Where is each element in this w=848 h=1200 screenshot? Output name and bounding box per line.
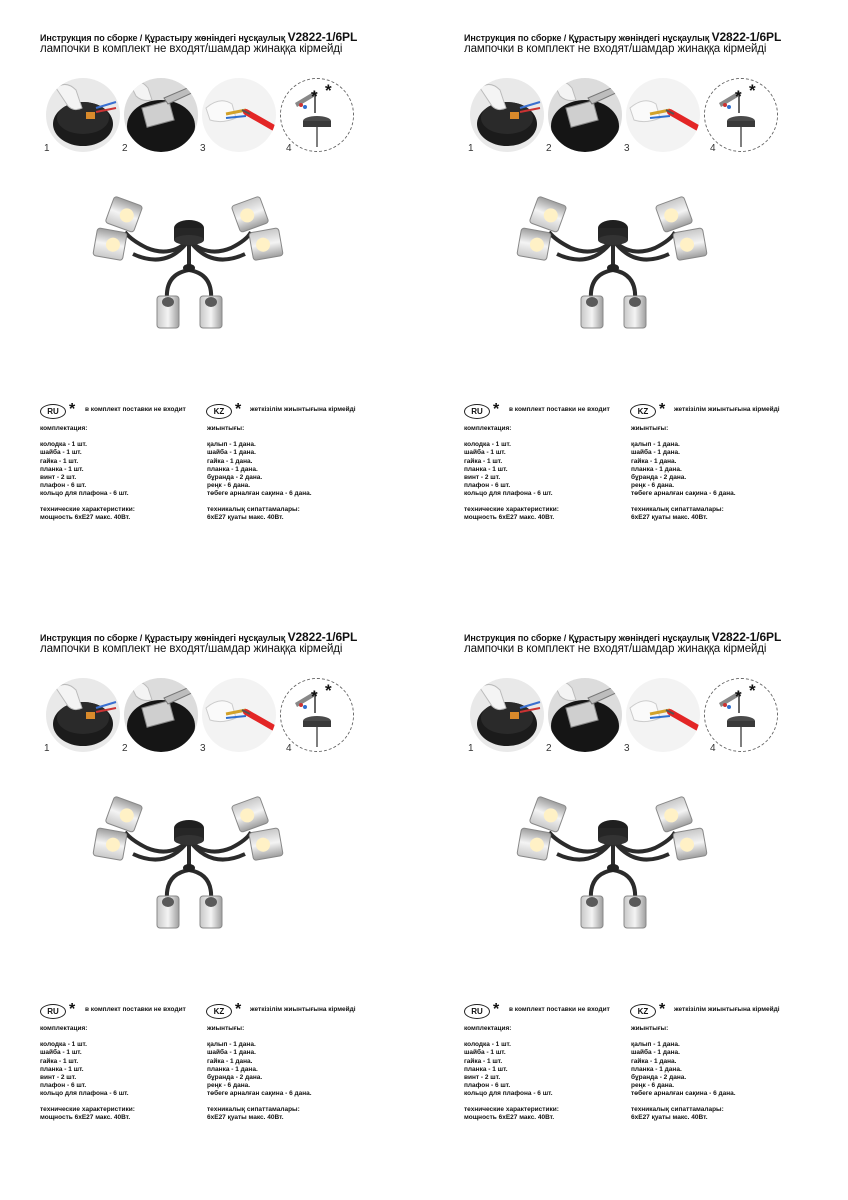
step-4-diagram — [280, 78, 354, 152]
chandelier-illustration — [509, 788, 719, 933]
kz-item: бұранда - 2 дана. — [631, 474, 687, 482]
kz-item: қалып - 1 дана. — [207, 441, 256, 449]
step-3-photo — [626, 678, 700, 752]
model-number: V2822-1/6PL — [711, 30, 782, 44]
kz-item: төбеге арналған сақина - 6 дана. — [207, 490, 312, 498]
ru-not-included-text: в комплект поставки не входит — [85, 406, 186, 413]
kz-asterisk: * — [235, 401, 242, 418]
chandelier-illustration — [85, 788, 295, 933]
kz-asterisk: * — [659, 1001, 666, 1018]
kz-spec-title: техникалық сипаттамалары: — [207, 505, 300, 513]
ru-kit-list — [40, 1025, 135, 1122]
legend-row — [40, 401, 380, 420]
kz-set-title: жиынтығы: — [631, 425, 669, 432]
kz-item: төбеге арналған сақина - 6 дана. — [207, 1090, 312, 1098]
not-included-asterisk-1: * — [735, 87, 742, 106]
kz-item: қалып - 1 дана. — [207, 1041, 256, 1049]
ru-asterisk: * — [69, 1001, 76, 1018]
bulbs-not-included-note: лампочки в комплект не входят/шамдар жинаққа кірмейді — [40, 643, 343, 655]
chandelier-illustration — [509, 188, 719, 333]
kz-spec-title: техникалық сипаттамалары: — [631, 1105, 724, 1113]
kz-item: планка - 1 дана. — [207, 465, 258, 473]
ru-item: планка - 1 шт. — [464, 1065, 508, 1073]
ru-spec-title: технические характеристики: — [464, 1105, 559, 1113]
kz-item: реңк - 6 дана. — [207, 482, 251, 490]
step-4-number: 4 — [286, 143, 292, 154]
ru-item: плафон - 6 шт. — [40, 1082, 87, 1090]
kz-item: бұранда - 2 дана. — [631, 1074, 687, 1082]
ru-asterisk: * — [69, 401, 76, 418]
bulbs-not-included-note: лампочки в комплект не входят/шамдар жинаққа кірмейді — [464, 43, 767, 55]
ru-item: плафон - 6 шт. — [464, 1082, 511, 1090]
kz-item: реңк - 6 дана. — [631, 482, 675, 490]
ru-item: гайка - 1 шт. — [40, 1057, 79, 1065]
ru-item: гайка - 1 шт. — [40, 457, 79, 465]
ru-kit-list — [464, 425, 559, 522]
legend-row — [464, 401, 804, 420]
ru-spec: мощность 6хЕ27 макс. 40Вт. — [464, 513, 555, 521]
ru-item: кольцо для плафона - 6 шт. — [464, 1090, 553, 1098]
kz-set-title: жиынтығы: — [631, 1025, 669, 1032]
step-1-number: 1 — [44, 743, 50, 754]
kz-not-included-text: жеткізілім жиынтығына кірмейді — [674, 406, 780, 413]
ru-item: шайба - 1 шт. — [464, 1049, 506, 1057]
kz-kit-list — [631, 1025, 736, 1122]
not-included-asterisk-2: * — [749, 81, 756, 100]
kz-not-included-text: жеткізілім жиынтығына кірмейді — [250, 1006, 356, 1013]
ru-spec: мощность 6хЕ27 макс. 40Вт. — [40, 1113, 131, 1121]
kz-item: гайка - 1 дана. — [207, 1057, 253, 1065]
kz-item: планка - 1 дана. — [631, 1065, 682, 1073]
ru-set-title: комплектация: — [40, 1025, 88, 1032]
assembly-steps — [40, 678, 370, 760]
step-4-diagram — [704, 678, 778, 752]
kz-badge: KZ — [206, 1004, 232, 1019]
step-4-diagram — [704, 78, 778, 152]
ru-set-title: комплектация: — [464, 425, 512, 432]
ru-item: винт - 2 шт. — [40, 1074, 77, 1082]
kz-spec: 6хЕ27 қуаты макс. 40Вт. — [631, 513, 708, 521]
ru-kit-list — [40, 425, 135, 522]
title-text: Инструкция по сборке / Құрастыру жөніндегі нұсқаулық — [464, 633, 712, 643]
instruction-title — [464, 30, 781, 44]
kz-item: қалып - 1 дана. — [631, 441, 680, 449]
ru-spec: мощность 6хЕ27 макс. 40Вт. — [464, 1113, 555, 1121]
ru-item: колодка - 1 шт. — [40, 441, 87, 449]
kz-item: шайба - 1 дана. — [207, 1049, 256, 1057]
ru-item: винт - 2 шт. — [464, 1074, 501, 1082]
ru-item: плафон - 6 шт. — [464, 482, 511, 490]
step-2-photo — [548, 78, 622, 152]
not-included-asterisk-1: * — [735, 687, 742, 706]
step-3-photo — [202, 78, 276, 152]
step-2-photo — [124, 678, 198, 752]
step-1-photo — [470, 78, 544, 152]
instruction-title — [40, 30, 357, 44]
ru-spec: мощность 6хЕ27 макс. 40Вт. — [40, 513, 131, 521]
kz-not-included-text: жеткізілім жиынтығына кірмейді — [674, 1006, 780, 1013]
kz-item: шайба - 1 дана. — [631, 449, 680, 457]
title-text: Инструкция по сборке / Құрастыру жөніндегі нұсқаулық — [464, 33, 712, 43]
ru-not-included-text: в комплект поставки не входит — [85, 1006, 186, 1013]
step-3-number: 3 — [624, 143, 630, 154]
instruction-copy-4 — [424, 600, 848, 1200]
step-4-number: 4 — [710, 143, 716, 154]
ru-not-included-text: в комплект поставки не входит — [509, 1006, 610, 1013]
instruction-title — [464, 630, 781, 644]
kz-kit-list — [631, 425, 736, 522]
step-2-number: 2 — [546, 743, 552, 754]
kz-spec-title: техникалық сипаттамалары: — [631, 505, 724, 513]
not-included-asterisk-2: * — [325, 681, 332, 700]
ru-badge: RU — [464, 404, 490, 419]
step-2-number: 2 — [122, 143, 128, 154]
step-2-number: 2 — [122, 743, 128, 754]
ru-item: винт - 2 шт. — [464, 474, 501, 482]
step-3-number: 3 — [624, 743, 630, 754]
ru-item: кольцо для плафона - 6 шт. — [40, 490, 129, 498]
step-4-number: 4 — [286, 743, 292, 754]
kz-kit-list — [207, 425, 312, 522]
kz-item: төбеге арналған сақина - 6 дана. — [631, 490, 736, 498]
ru-spec-title: технические характеристики: — [40, 505, 135, 513]
kz-item: гайка - 1 дана. — [631, 1057, 677, 1065]
ru-asterisk: * — [493, 1001, 500, 1018]
ru-set-title: комплектация: — [40, 425, 88, 432]
ru-asterisk: * — [493, 401, 500, 418]
instruction-copy-1 — [0, 0, 424, 600]
instruction-title — [40, 630, 357, 644]
assembly-steps — [40, 78, 370, 160]
model-number: V2822-1/6PL — [711, 630, 782, 644]
instruction-copy-2 — [424, 0, 848, 600]
ru-item: гайка - 1 шт. — [464, 1057, 503, 1065]
ru-item: кольцо для плафона - 6 шт. — [40, 1090, 129, 1098]
bulbs-not-included-note: лампочки в комплект не входят/шамдар жинаққа кірмейді — [40, 43, 343, 55]
ru-item: винт - 2 шт. — [40, 474, 77, 482]
kz-item: бұранда - 2 дана. — [207, 474, 263, 482]
kz-spec: 6хЕ27 қуаты макс. 40Вт. — [207, 1113, 284, 1121]
kz-badge: KZ — [630, 404, 656, 419]
ru-item: колодка - 1 шт. — [464, 441, 511, 449]
kz-item: реңк - 6 дана. — [631, 1082, 675, 1090]
step-3-photo — [626, 78, 700, 152]
bulbs-not-included-note: лампочки в комплект не входят/шамдар жинаққа кірмейді — [464, 643, 767, 655]
ru-item: планка - 1 шт. — [40, 465, 84, 473]
kz-item: гайка - 1 дана. — [207, 457, 253, 465]
ru-spec-title: технические характеристики: — [40, 1105, 135, 1113]
not-included-asterisk-2: * — [749, 681, 756, 700]
kz-spec-title: техникалық сипаттамалары: — [207, 1105, 300, 1113]
kz-not-included-text: жеткізілім жиынтығына кірмейді — [250, 406, 356, 413]
kz-item: шайба - 1 дана. — [207, 449, 256, 457]
ru-item: планка - 1 шт. — [464, 465, 508, 473]
assembly-steps — [464, 678, 794, 760]
step-1-photo — [46, 678, 120, 752]
ru-item: шайба - 1 шт. — [40, 1049, 82, 1057]
kz-item: бұранда - 2 дана. — [207, 1074, 263, 1082]
step-1-photo — [470, 678, 544, 752]
kz-item: планка - 1 дана. — [207, 1065, 258, 1073]
kz-item: реңк - 6 дана. — [207, 1082, 251, 1090]
not-included-asterisk-1: * — [311, 87, 318, 106]
ru-item: шайба - 1 шт. — [464, 449, 506, 457]
not-included-asterisk-2: * — [325, 81, 332, 100]
instruction-copy-3 — [0, 600, 424, 1200]
ru-item: кольцо для плафона - 6 шт. — [464, 490, 553, 498]
ru-badge: RU — [40, 1004, 66, 1019]
legend-row — [464, 1001, 804, 1020]
step-1-number: 1 — [44, 143, 50, 154]
kz-item: гайка - 1 дана. — [631, 457, 677, 465]
kz-item: шайба - 1 дана. — [631, 1049, 680, 1057]
not-included-asterisk-1: * — [311, 687, 318, 706]
ru-item: плафон - 6 шт. — [40, 482, 87, 490]
model-number: V2822-1/6PL — [287, 30, 358, 44]
kz-badge: KZ — [630, 1004, 656, 1019]
ru-not-included-text: в комплект поставки не входит — [509, 406, 610, 413]
step-2-number: 2 — [546, 143, 552, 154]
model-number: V2822-1/6PL — [287, 630, 358, 644]
kz-kit-list — [207, 1025, 312, 1122]
kz-set-title: жиынтығы: — [207, 1025, 245, 1032]
ru-item: планка - 1 шт. — [40, 1065, 84, 1073]
ru-item: шайба - 1 шт. — [40, 449, 82, 457]
kz-item: төбеге арналған сақина - 6 дана. — [631, 1090, 736, 1098]
step-4-diagram — [280, 678, 354, 752]
kz-spec: 6хЕ27 қуаты макс. 40Вт. — [207, 513, 284, 521]
ru-set-title: комплектация: — [464, 1025, 512, 1032]
ru-item: колодка - 1 шт. — [464, 1041, 511, 1049]
step-1-photo — [46, 78, 120, 152]
kz-asterisk: * — [235, 1001, 242, 1018]
title-text: Инструкция по сборке / Құрастыру жөніндегі нұсқаулық — [40, 633, 288, 643]
step-2-photo — [124, 78, 198, 152]
kz-set-title: жиынтығы: — [207, 425, 245, 432]
kz-item: планка - 1 дана. — [631, 465, 682, 473]
kz-spec: 6хЕ27 қуаты макс. 40Вт. — [631, 1113, 708, 1121]
step-3-number: 3 — [200, 743, 206, 754]
step-3-number: 3 — [200, 143, 206, 154]
step-4-number: 4 — [710, 743, 716, 754]
step-3-photo — [202, 678, 276, 752]
assembly-steps — [464, 78, 794, 160]
kz-item: қалып - 1 дана. — [631, 1041, 680, 1049]
ru-item: гайка - 1 шт. — [464, 457, 503, 465]
legend-row — [40, 1001, 380, 1020]
chandelier-illustration — [85, 188, 295, 333]
title-text: Инструкция по сборке / Құрастыру жөніндегі нұсқаулық — [40, 33, 288, 43]
ru-badge: RU — [40, 404, 66, 419]
ru-spec-title: технические характеристики: — [464, 505, 559, 513]
kz-asterisk: * — [659, 401, 666, 418]
step-1-number: 1 — [468, 743, 474, 754]
step-2-photo — [548, 678, 622, 752]
ru-badge: RU — [464, 1004, 490, 1019]
ru-item: колодка - 1 шт. — [40, 1041, 87, 1049]
kz-badge: KZ — [206, 404, 232, 419]
ru-kit-list — [464, 1025, 559, 1122]
step-1-number: 1 — [468, 143, 474, 154]
